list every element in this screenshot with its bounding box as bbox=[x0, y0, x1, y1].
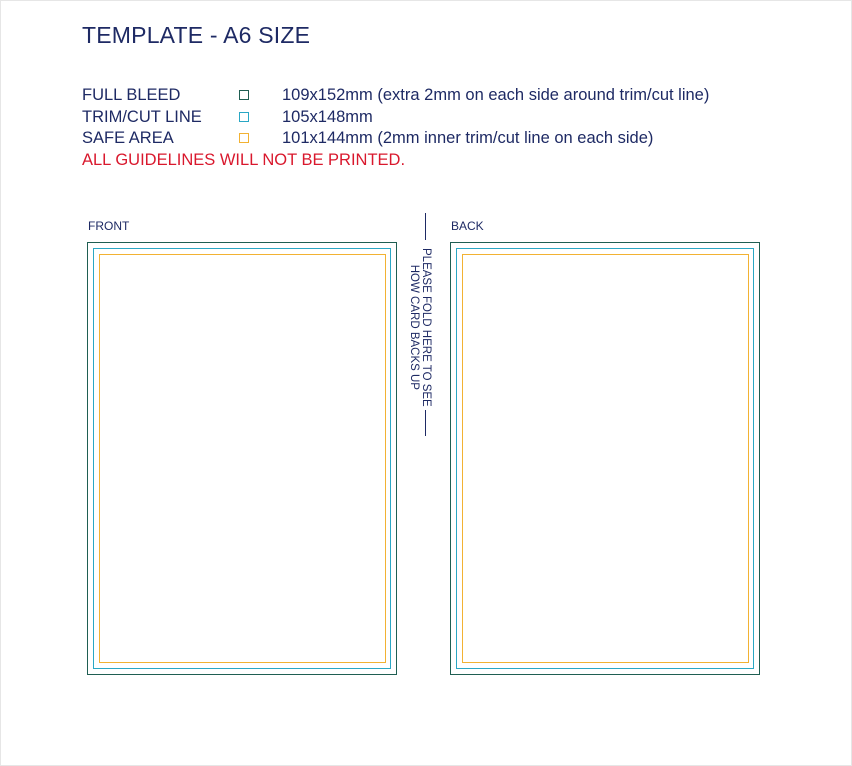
legend-row-full-bleed bbox=[82, 86, 802, 108]
full-bleed-swatch-icon bbox=[239, 90, 249, 100]
legend-description: 109x152mm (extra 2mm on each side around trim/cut line) bbox=[282, 86, 710, 104]
trim-line-swatch-icon bbox=[239, 112, 249, 122]
fold-note-line-1: PLEASE FOLD HERE TO SEE bbox=[420, 248, 432, 407]
legend-label: TRIM/CUT LINE bbox=[82, 107, 202, 126]
legend-row-safe-area bbox=[82, 129, 802, 151]
back-label: BACK bbox=[451, 219, 484, 233]
fold-note-line-2: HOW CARD BACKS UP bbox=[408, 264, 420, 390]
safe-area-swatch-icon bbox=[239, 133, 249, 143]
legend-description: 101x144mm (2mm inner trim/cut line on each side) bbox=[282, 129, 654, 147]
back-safe-area-guide bbox=[462, 254, 749, 663]
fold-mark-top bbox=[425, 213, 426, 240]
front-label: FRONT bbox=[88, 219, 130, 233]
legend-label: SAFE AREA bbox=[82, 129, 174, 147]
legend-label: FULL BLEED bbox=[82, 86, 181, 104]
fold-mark-bottom bbox=[425, 410, 426, 436]
legend-description: 105x148mm bbox=[282, 107, 373, 126]
legend bbox=[82, 86, 802, 151]
print-warning: ALL GUIDELINES WILL NOT BE PRINTED. bbox=[82, 151, 406, 169]
page-title: TEMPLATE - A6 SIZE bbox=[82, 22, 311, 48]
legend-row-trim-cut-line bbox=[82, 108, 802, 130]
front-safe-area-guide bbox=[99, 254, 386, 663]
